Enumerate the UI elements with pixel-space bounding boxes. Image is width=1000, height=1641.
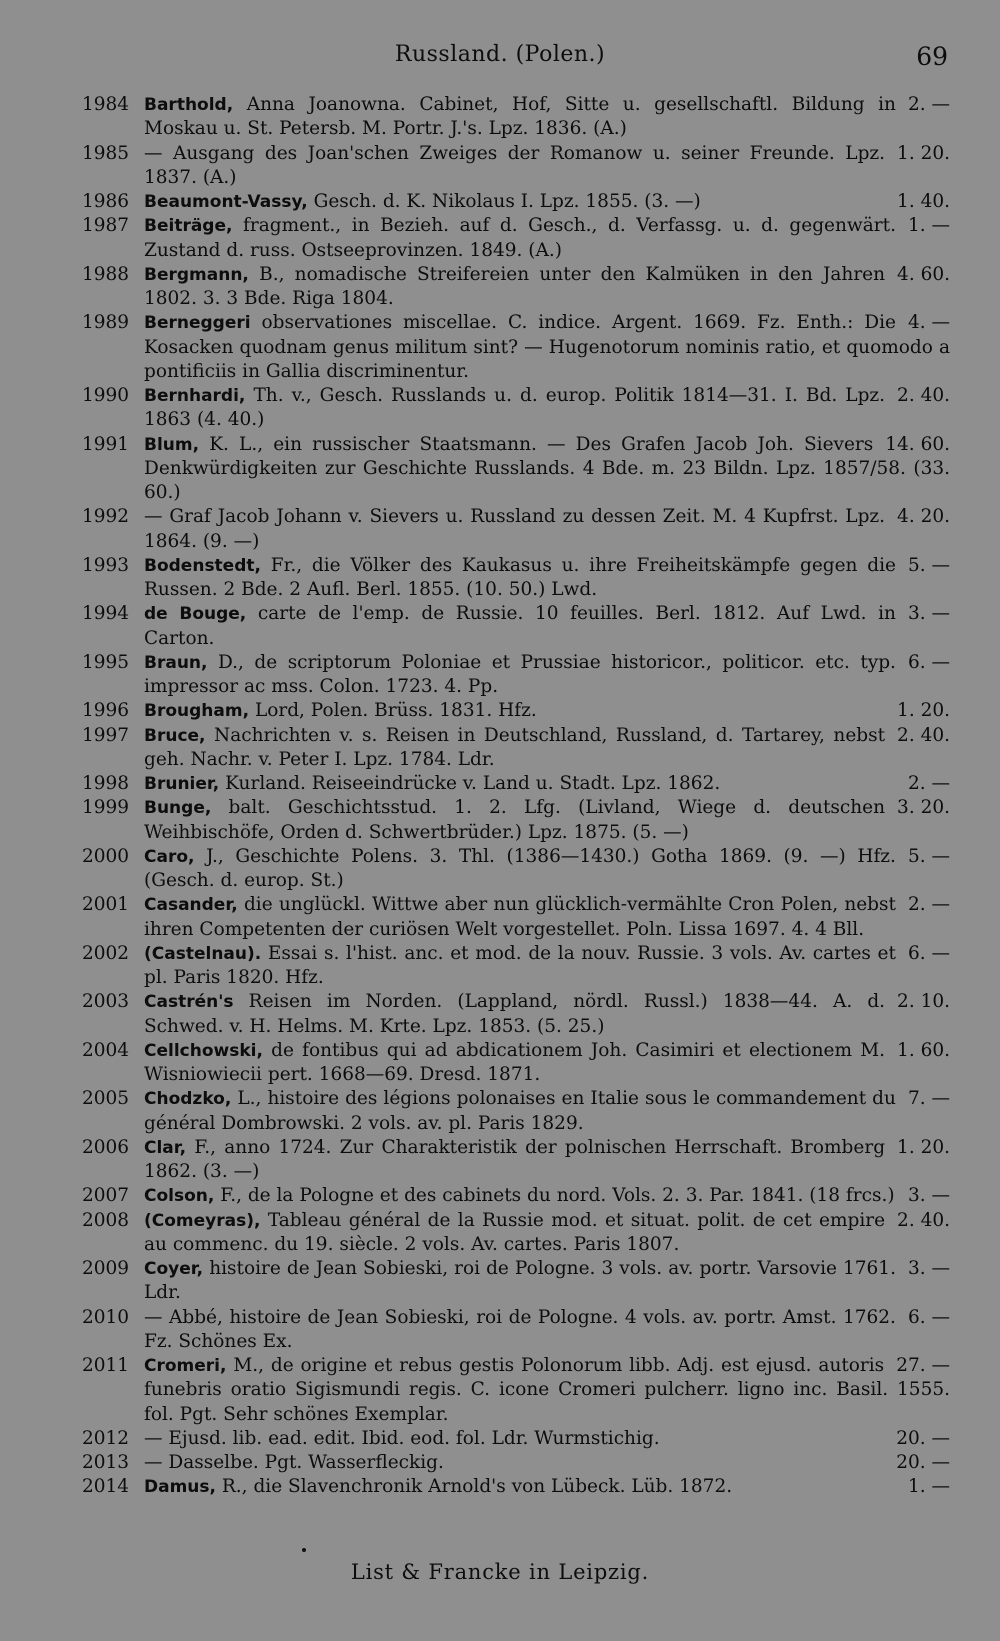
entry-price: 20. —	[896, 1452, 950, 1473]
entry-author: de Bouge,	[144, 604, 247, 625]
entry-author: (Comeyras),	[144, 1210, 261, 1231]
entry-description: balt. Geschichtsstud. 1. 2. Lfg. (Livland, Wiege d. deutschen Weihbischöfe, Orden d. Schwertbrüder.) Lpz. 1875. (5. —)	[144, 797, 886, 843]
entry-price: 1. 20.	[897, 700, 950, 722]
entry-price: 14. 60.	[885, 433, 950, 455]
catalog-entry	[82, 651, 950, 700]
entry-description: R., die Slavenchronik Arnold's von Lübeck. Lüb. 1872.	[221, 1476, 733, 1498]
catalog-entry	[82, 384, 950, 433]
entry-description: Kurland. Reiseeindrücke v. Land u. Stadt. Lpz. 1862.	[225, 773, 721, 794]
entry-price: 5. —	[907, 845, 950, 867]
entry-author: Beaumont-Vassy,	[144, 192, 308, 212]
entry-description: L., histoire des légions polonaises en Italie sous le commandement du général Dombrowski. 2 vols. av. pl. Paris 1829.	[144, 1088, 896, 1134]
entry-price: 1. —	[907, 1476, 950, 1498]
publisher-imprint: List & Francke in Leipzig.	[350, 1560, 650, 1584]
catalog-entry	[82, 1136, 950, 1185]
catalog-entry	[82, 1257, 950, 1306]
running-title: Russland. (Polen.)	[394, 42, 606, 67]
entry-price: 3. 20.	[897, 797, 950, 819]
entry-number: 2008	[82, 1209, 130, 1231]
entry-number: 2012	[82, 1427, 130, 1449]
catalog-entry	[82, 1184, 950, 1208]
entry-number: 1990	[82, 385, 130, 406]
entry-number: 1991	[82, 433, 130, 455]
catalog-entry	[82, 142, 950, 191]
entry-number: 2006	[82, 1136, 130, 1158]
entry-number: 1998	[82, 773, 130, 794]
entry-number: 2011	[82, 1355, 130, 1376]
entry-author: Damus,	[144, 1477, 216, 1498]
entry-number: 1999	[82, 797, 130, 819]
catalog-entry	[82, 893, 950, 942]
entry-description: fragment., in Bezieh. auf d. Gesch., d. Verfassg. u. d. gegenwärt. Zustand d. russ. Ostseeprovinzen. 1849. (A.)	[144, 215, 896, 261]
entry-description: Gesch. d. K. Nikolaus I. Lpz. 1855. (3. —)	[313, 191, 701, 212]
entry-number: 1994	[82, 603, 130, 625]
entry-number: 1993	[82, 554, 130, 576]
entry-author: Bruce,	[144, 725, 206, 746]
entry-description: — Ejusd. lib. ead. edit. Ibid. eod. fol. Ldr. Wurmstichig.	[144, 1427, 660, 1449]
catalog-entry	[82, 1354, 950, 1427]
catalog-entries	[82, 93, 950, 1500]
entry-price: 1. 20.	[897, 1136, 950, 1158]
catalog-entry	[82, 93, 950, 142]
entry-number: 2001	[82, 894, 130, 916]
entry-description: Anna Joanowna. Cabinet, Hof, Sitte u. gesellschaftl. Bildung in Moskau u. St. Petersb. M. Portr. J.'s. Lpz. 1836. (A.)	[144, 94, 896, 140]
entry-number: 1984	[82, 94, 130, 115]
catalog-entry	[82, 942, 950, 991]
catalog-entry	[82, 1209, 950, 1258]
entry-number: 2005	[82, 1088, 130, 1110]
entry-author: (Castelnau).	[144, 943, 262, 964]
entry-author: Barthold,	[144, 95, 234, 115]
entry-description: Reisen im Norden. (Lappland, nördl. Russl.) 1838—44. A. d. Schwed. v. H. Helms. M. Krte. Lpz. 1853. (5. 25.)	[144, 991, 886, 1037]
entry-number: 1995	[82, 651, 130, 673]
entry-author: Colson,	[144, 1186, 215, 1207]
page-number: 69	[916, 42, 948, 71]
catalog-entry	[82, 1451, 950, 1475]
entry-price: 27. —	[896, 1355, 950, 1376]
entry-description: F., de la Pologne et des cabinets du nord. Vols. 2. 3. Par. 1841. (18 frcs.)	[220, 1185, 895, 1207]
entry-number: 1997	[82, 724, 130, 746]
entry-price: 1. 20.	[897, 142, 950, 164]
entry-price: 2. —	[907, 94, 950, 115]
entry-description: de fontibus qui ad abdicationem Joh. Casimiri et electionem M. Wisniowiecii pert. 1668—69. Dresd. 1871.	[144, 1039, 886, 1085]
entry-description: Tableau général de la Russie mod. et situat. polit. de cet empire au commenc. du 19. siècle. 2 vols. Av. cartes. Paris 1807.	[144, 1209, 886, 1255]
entry-price: 6. —	[907, 942, 950, 964]
catalog-entry	[82, 1087, 950, 1136]
catalog-entry	[82, 190, 950, 214]
entry-author: Bodenstedt,	[144, 555, 261, 576]
entry-description: Nachrichten v. s. Reisen in Deutschland, Russland, d. Tartarey, nebst geh. Nachr. v. Peter I. Lpz. 1784. Ldr.	[144, 724, 886, 770]
entry-number: 1986	[82, 191, 130, 212]
entry-number: 2010	[82, 1306, 130, 1328]
catalog-entry	[82, 724, 950, 773]
entry-number: 1988	[82, 263, 130, 285]
entry-number: 1996	[82, 700, 130, 722]
entry-author: Castrén's	[144, 992, 234, 1013]
catalog-entry	[82, 602, 950, 651]
entry-number: 2013	[82, 1452, 130, 1473]
entry-author: Beiträge,	[144, 216, 233, 237]
entry-price: 3. —	[907, 1185, 950, 1207]
entry-price: 1. —	[907, 215, 950, 237]
entry-price: 1. 60.	[897, 1039, 950, 1061]
entry-description: histoire de Jean Sobieski, roi de Pologne. 3 vols. av. portr. Varsovie 1761. Ldr.	[144, 1258, 896, 1304]
entry-number: 1987	[82, 215, 130, 237]
entry-author: Brunier,	[144, 774, 220, 794]
entry-author: Bunge,	[144, 798, 212, 819]
catalog-entry	[82, 311, 950, 384]
entry-number: 1985	[82, 142, 130, 164]
entry-price: 5. —	[907, 554, 950, 576]
entry-price: 2. —	[907, 773, 950, 794]
entry-description: K. L., ein russischer Staatsmann. — Des Grafen Jacob Joh. Sievers Denkwürdigkeiten zur Geschichte Russlands. 4 Bde. m. 23 Bildn. Lpz. 1857/58. (33. 60.)	[144, 433, 950, 503]
entry-description: carte de l'emp. de Russie. 10 feuilles. Berl. 1812. Auf Lwd. in Carton.	[144, 603, 896, 649]
entry-author: Casander,	[144, 895, 238, 916]
entry-author: Cellchowski,	[144, 1040, 263, 1061]
entry-description: — Dasselbe. Pgt. Wasserfleckig.	[144, 1452, 444, 1473]
entry-description: — Graf Jacob Johann v. Sievers u. Russland zu dessen Zeit. M. 4 Kupfrst. Lpz. 1864. (9. —)	[144, 506, 886, 552]
entry-price: 2. 40.	[897, 724, 950, 746]
catalog-entry	[82, 1039, 950, 1088]
catalog-entry	[82, 554, 950, 603]
entry-description: J., Geschichte Polens. 3. Thl. (1386—1430.) Gotha 1869. (9. —) Hfz. (Gesch. d. europ. St.)	[144, 845, 896, 891]
catalog-entry	[82, 505, 950, 554]
printer-dot	[302, 1548, 306, 1552]
catalog-entry	[82, 796, 950, 845]
entry-author: Chodzko,	[144, 1089, 232, 1110]
entry-price: 3. —	[907, 1258, 950, 1279]
catalog-entry	[82, 845, 950, 894]
entry-number: 2009	[82, 1258, 130, 1279]
entry-author: Berneggeri	[144, 313, 251, 334]
catalog-entry	[82, 1475, 950, 1499]
entry-number: 1989	[82, 312, 130, 334]
entry-author: Clar,	[144, 1137, 187, 1158]
entry-price: 6. —	[907, 1306, 950, 1328]
page-header	[0, 42, 1000, 76]
entry-price: 2. 40.	[897, 1209, 950, 1231]
entry-price: 4. —	[907, 312, 950, 334]
entry-price: 1. 40.	[897, 191, 950, 212]
entry-number: 2000	[82, 845, 130, 867]
entry-number: 2014	[82, 1476, 130, 1498]
entry-price: 4. 60.	[897, 263, 950, 285]
entry-price: 2. 10.	[897, 991, 950, 1013]
entry-author: Braun,	[144, 652, 208, 673]
entry-author: Coyer,	[144, 1259, 204, 1279]
entry-number: 2003	[82, 991, 130, 1013]
catalog-entry	[82, 1306, 950, 1355]
entry-description: — Ausgang des Joan'schen Zweiges der Romanow u. seiner Freunde. Lpz. 1837. (A.)	[144, 142, 886, 188]
entry-price: 2. 40.	[897, 385, 950, 406]
entry-price: 4. 20.	[897, 506, 950, 528]
entry-price: 6. —	[907, 651, 950, 673]
entry-description: D., de scriptorum Poloniae et Prussiae historicor., politicor. etc. typ. impressor ac mss. Colon. 1723. 4. Pp.	[144, 651, 896, 697]
entry-price: 2. —	[907, 894, 950, 916]
entry-author: Cromeri,	[144, 1356, 227, 1376]
entry-author: Brougham,	[144, 701, 250, 722]
entry-description: Lord, Polen. Brüss. 1831. Hfz.	[254, 700, 537, 722]
entry-number: 2007	[82, 1185, 130, 1207]
entry-author: Bernhardi,	[144, 386, 246, 406]
catalog-entry	[82, 263, 950, 312]
entry-number: 2002	[82, 942, 130, 964]
catalog-entry	[82, 433, 950, 506]
catalog-entry	[82, 772, 950, 796]
entry-price: 3. —	[907, 603, 950, 625]
catalog-entry	[82, 214, 950, 263]
entry-number: 2004	[82, 1039, 130, 1061]
entry-description: die unglückl. Wittwe aber nun glücklich-vermählte Cron Polen, nebst ihren Competenten der curiösen Welt vorgestellet. Poln. Lissa 1697. 4. 4 Bll.	[144, 894, 896, 940]
entry-description: B., nomadische Streifereien unter den Kalmüken in den Jahren 1802. 3. 3 Bde. Riga 1804.	[144, 263, 886, 309]
entry-description: M., de origine et rebus gestis Polonorum libb. Adj. est ejusd. autoris funebris oratio Sigismundi regis. C. icone Cromeri pulcherr. ligno inc. Basil. 1555. fol. Pgt. Sehr schönes Exemplar.	[144, 1355, 950, 1425]
entry-description: Essai s. l'hist. anc. et mod. de la nouv. Russie. 3 vols. Av. cartes et pl. Paris 1820. Hfz.	[144, 942, 896, 988]
entry-price: 20. —	[896, 1427, 950, 1449]
entry-description: — Abbé, histoire de Jean Sobieski, roi de Pologne. 4 vols. av. portr. Amst. 1762. Fz. Schönes Ex.	[144, 1306, 896, 1352]
entry-description: Th. v., Gesch. Russlands u. d. europ. Politik 1814—31. I. Bd. Lpz. 1863 (4. 40.)	[144, 385, 886, 431]
entry-number: 1992	[82, 506, 130, 528]
catalog-entry	[82, 1427, 950, 1451]
catalog-entry	[82, 699, 950, 723]
entry-description: F., anno 1724. Zur Charakteristik der polnischen Herrschaft. Bromberg 1862. (3. —)	[144, 1136, 886, 1182]
entry-description: observationes miscellae. C. indice. Argent. 1669. Fz. Enth.: Die Kosacken quodnam genus militum sint? — Hugenotorum nominis ratio, et quomodo a pontificiis in Gallia discriminentur.	[144, 312, 950, 382]
catalog-entry	[82, 990, 950, 1039]
entry-description: Fr., die Völker des Kaukasus u. ihre Freiheitskämpfe gegen die Russen. 2 Bde. 2 Aufl. Berl. 1855. (10. 50.) Lwd.	[144, 554, 896, 600]
entry-author: Caro,	[144, 846, 195, 867]
entry-price: 7. —	[907, 1088, 950, 1110]
entry-author: Blum,	[144, 434, 200, 455]
entry-author: Bergmann,	[144, 264, 249, 285]
